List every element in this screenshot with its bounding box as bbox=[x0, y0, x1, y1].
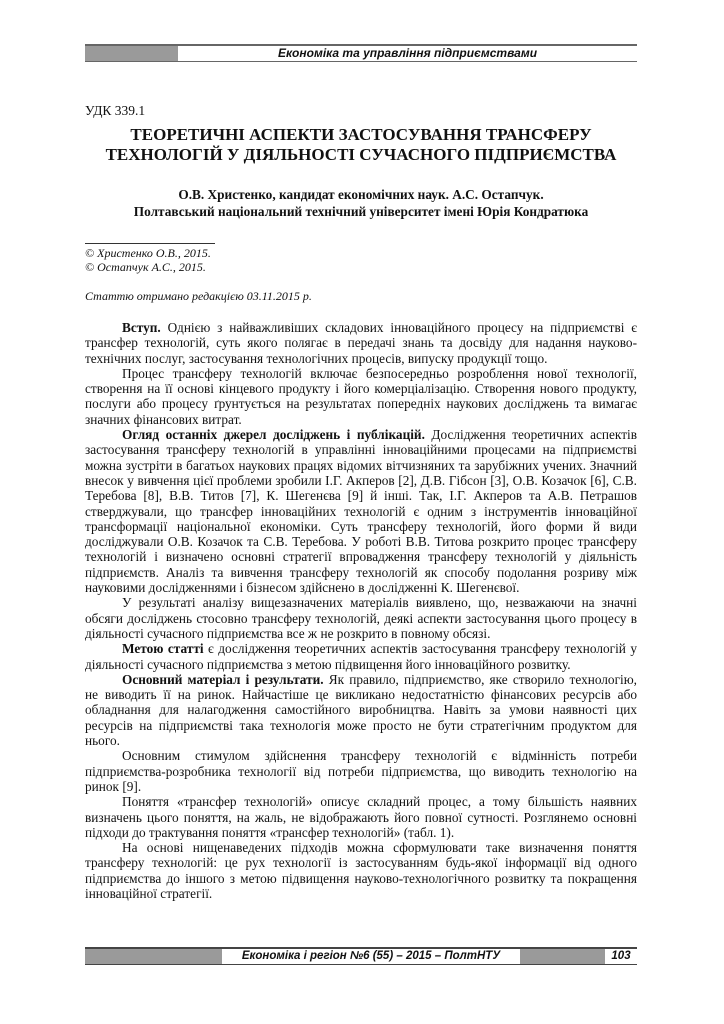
udk-code: УДК 339.1 bbox=[85, 103, 146, 118]
footer-gray-block bbox=[520, 949, 605, 964]
header-gray-block bbox=[85, 46, 178, 61]
paragraph bbox=[85, 320, 637, 366]
paragraph bbox=[85, 641, 637, 672]
paragraph bbox=[85, 840, 637, 901]
page-number: 103 bbox=[611, 950, 631, 962]
paragraph-lead: Метою статті bbox=[122, 641, 204, 657]
article-title bbox=[85, 125, 637, 165]
paragraph-text: Поняття «трансфер технологій» описує складний процес, а тому більшість наявних визначень цього поняття, на жаль, не відображають його повної сутності. Розглянемо основні підходи до трактування поняття «трансфер технологій» (табл. 1). bbox=[85, 794, 637, 840]
paragraph bbox=[85, 794, 637, 840]
copyright-line: © Христенко О.В., 2015. bbox=[85, 246, 211, 260]
paragraph bbox=[85, 748, 637, 794]
running-footer bbox=[85, 947, 637, 965]
paragraph-text: Однією з найважливіших складових інноваційного процесу на підприємстві є трансфер технологій, суть якого полягає в передачі знань та досвіду для надання науково-технічних послуг, застосування технологічних процесів, випуску продукції тощо. bbox=[85, 320, 637, 366]
copyright-line: © Остапчук А.С., 2015. bbox=[85, 260, 206, 274]
authors bbox=[85, 186, 637, 220]
received-date: Статтю отримано редакцією 03.11.2015 р. bbox=[85, 289, 312, 303]
article-body bbox=[85, 320, 637, 901]
paragraph-text: Процес трансферу технологій включає безпосередньо розроблення нової технології, створення на її основі кінцевого продукту і його комерціалізацію. Створення нового продукту, послуги або процесу ґрунтується на результатах попередніх наукових досліджень та вимагає значних фінансових витрат. bbox=[85, 365, 637, 427]
footnote-rule bbox=[85, 243, 215, 244]
paragraph-lead: Основний матеріал і результати. bbox=[122, 671, 324, 687]
authors-affiliation: Полтавський національний технічний університет імені Юрія Кондратюка bbox=[133, 204, 589, 219]
paragraph-text: Як правило, підприємство, яке створило технологію, не виводить її на ринок. Найчастіше це викликано недостатністю фінансових ресурсів або обладнання для налагодження самостійного виробництва. Навіть за умови наявності цих ресурсів на підприємстві така технологія може просто не бути стратегічним продуктом для нього. bbox=[85, 671, 637, 749]
header-section-title: Економіка та управління підприємствами bbox=[277, 46, 538, 60]
title-line-2: ТЕХНОЛОГІЙ У ДІЯЛЬНОСТІ СУЧАСНОГО ПІДПРИЄМСТВА bbox=[105, 145, 617, 164]
paragraph-text: У результаті аналізу вищезазначених матеріалів виявлено, що, незважаючи на значні обсяги досліджень стосовно трансферу технологій, деякі аспекти застосування цього процесу в діяльності сучасного підприємства все ж не розкрито в повному обсязі. bbox=[85, 595, 637, 641]
running-header bbox=[85, 44, 637, 62]
title-line-1: ТЕОРЕТИЧНІ АСПЕКТИ ЗАСТОСУВАННЯ ТРАНСФЕРУ bbox=[130, 125, 592, 144]
footer-journal: Економіка і регіон №6 (55) – 2015 – ПолтНТУ bbox=[241, 950, 501, 962]
paragraph bbox=[85, 672, 637, 748]
copyright-notes bbox=[85, 246, 211, 274]
paragraph-text: Основним стимулом здійснення трансферу технологій є відмінність потреби підприємства-розробника технології від потреби підприємства, що виводить технологію на ринок [9]. bbox=[85, 748, 637, 794]
paragraph bbox=[85, 366, 637, 427]
paragraph-lead: Вступ. bbox=[122, 320, 161, 335]
paragraph bbox=[85, 427, 637, 595]
paragraph-text: Дослідження теоретичних аспектів застосування трансферу технологій в управлінні інноваційними процесами на підприємстві можна зустріти в багатьох наукових працях відомих вітчизняних та зарубіжних учених. Значний внесок у вивчення цієї проблеми зробили І.Г. Акперов [2], Д.В. Гібсон [3], О.В. Козачок [6], С.В. Теребова [8], В.В. Титов [7], К. Шегенєва [9] й інші. Так, І.Г. Акперов та А.В. Петрашов стверджували, що трансфер інноваційних технологій є одним з інструментів інноваційної трансформації національної економіки. Суть трансферу технологій, його форми й види досліджували О.В. Козачок та С.В. Теребова. У роботі В.В. Титова розкрито процес трансферу технологій і визначено основні стратегії впровадження трансферу технологій у діяльність підприємств. Аналіз та вивчення трансферу технологій як способу подолання розриву між науковими дослідженнями і бізнесом здійснено в дослідженні К. Шегенєвої. bbox=[85, 427, 637, 596]
paragraph-lead: Огляд останніх джерел досліджень і публікацій. bbox=[122, 427, 425, 443]
paragraph-text: є дослідження теоретичних аспектів застосування трансферу технологій у діяльності сучасного підприємства з метою підвищення його інноваційного розвитку. bbox=[85, 641, 638, 672]
authors-line-1: О.В. Христенко, кандидат економічних наук. А.С. Остапчук. bbox=[178, 187, 544, 202]
paragraph-text: На основі нищенаведених підходів можна сформулювати таке визначення поняття трансферу технологій: це рух технології із застосуванням будь-якої інформації від одного підприємства до іншого з метою підвищення науково-технологічного розвитку та покращення інноваційної стратегії. bbox=[85, 840, 637, 901]
footer-gray-block bbox=[85, 949, 222, 964]
paragraph bbox=[85, 595, 637, 641]
